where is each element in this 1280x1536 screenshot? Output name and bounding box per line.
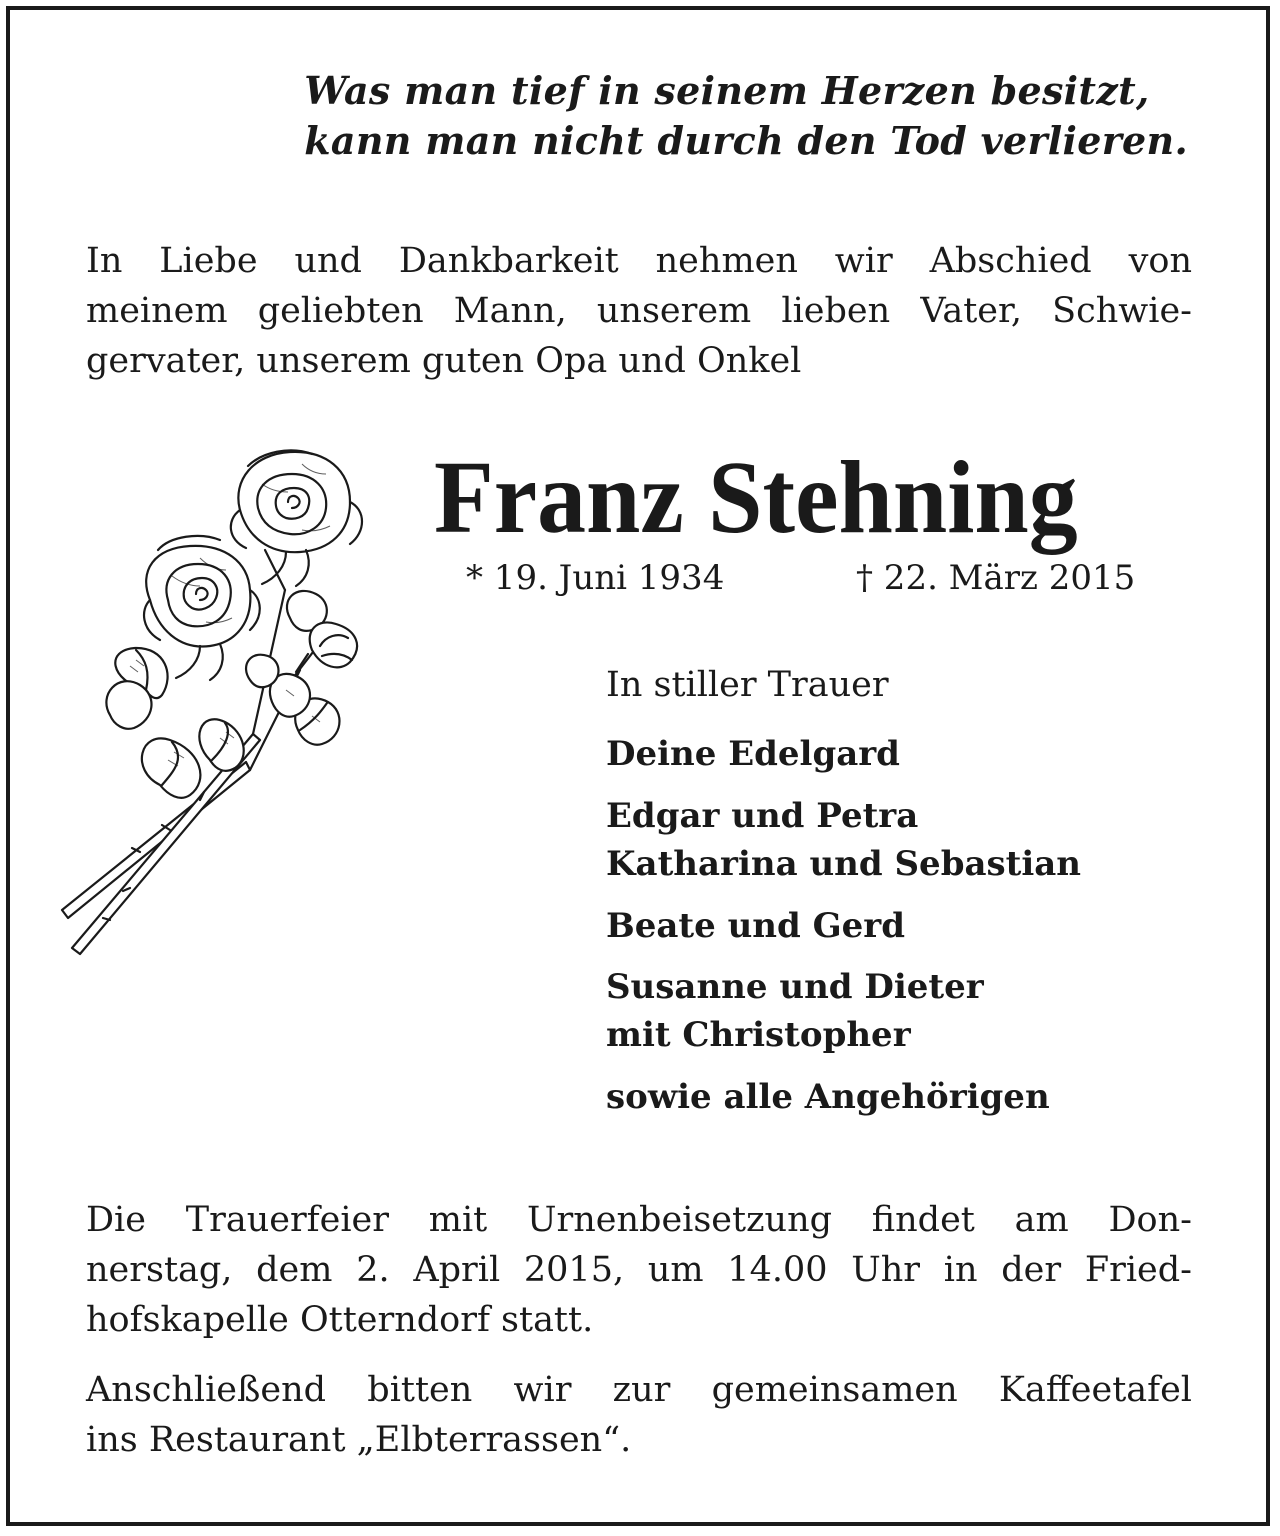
intro-line-1: In Liebe und Dankbarkeit nehmen wir Abschied von <box>86 241 1192 281</box>
death-date: † 22. März 2015 <box>856 558 1136 598</box>
family-line: sowie alle Angehörigen <box>606 1077 1050 1117</box>
deceased-name: Franz Stehning <box>434 440 1078 555</box>
family-line: mit Christopher <box>606 1015 911 1055</box>
family-line: Edgar und Petra <box>606 796 919 836</box>
family-group <box>606 792 1081 888</box>
ceremony-line-1: Die Trauerfeier mit Urnenbeisetzung findet am Don- <box>86 1200 1192 1240</box>
family-group <box>606 730 900 778</box>
reception-line-2: ins Restaurant „Elbterrassen“. <box>86 1420 632 1460</box>
family-group <box>606 902 905 950</box>
ceremony-line-2: nerstag, dem 2. April 2015, um 14.00 Uhr in der Fried- <box>86 1250 1192 1290</box>
family-line: Katharina und Sebastian <box>606 844 1082 884</box>
intro-line-3: gervater, unserem guten Opa und Onkel <box>86 341 802 381</box>
family-line: Beate und Gerd <box>606 906 905 946</box>
motto-line-2: kann man nicht durch den Tod verlieren. <box>304 118 1188 163</box>
reception-line-1: Anschließend bitten wir zur gemeinsamen Kaffeetafel <box>86 1370 1192 1410</box>
birth-date: * 19. Juni 1934 <box>466 558 725 598</box>
motto-quote <box>304 66 1188 166</box>
family-line: Susanne und Dieter <box>606 967 984 1007</box>
ceremony-line-3: hofskapelle Otterndorf statt. <box>86 1300 594 1340</box>
motto-line-1: Was man tief in seinem Herzen besitzt, <box>304 68 1150 113</box>
reception-text <box>86 1365 1192 1465</box>
mourning-label: In stiller Trauer <box>606 665 889 705</box>
family-line: Deine Edelgard <box>606 734 900 774</box>
family-group <box>606 1073 1050 1121</box>
family-group <box>606 963 984 1059</box>
intro-line-2: meinem geliebten Mann, unserem lieben Vater, Schwie- <box>86 291 1192 331</box>
ceremony-text <box>86 1195 1192 1345</box>
intro-text <box>86 236 1192 386</box>
roses-illustration <box>50 440 400 970</box>
